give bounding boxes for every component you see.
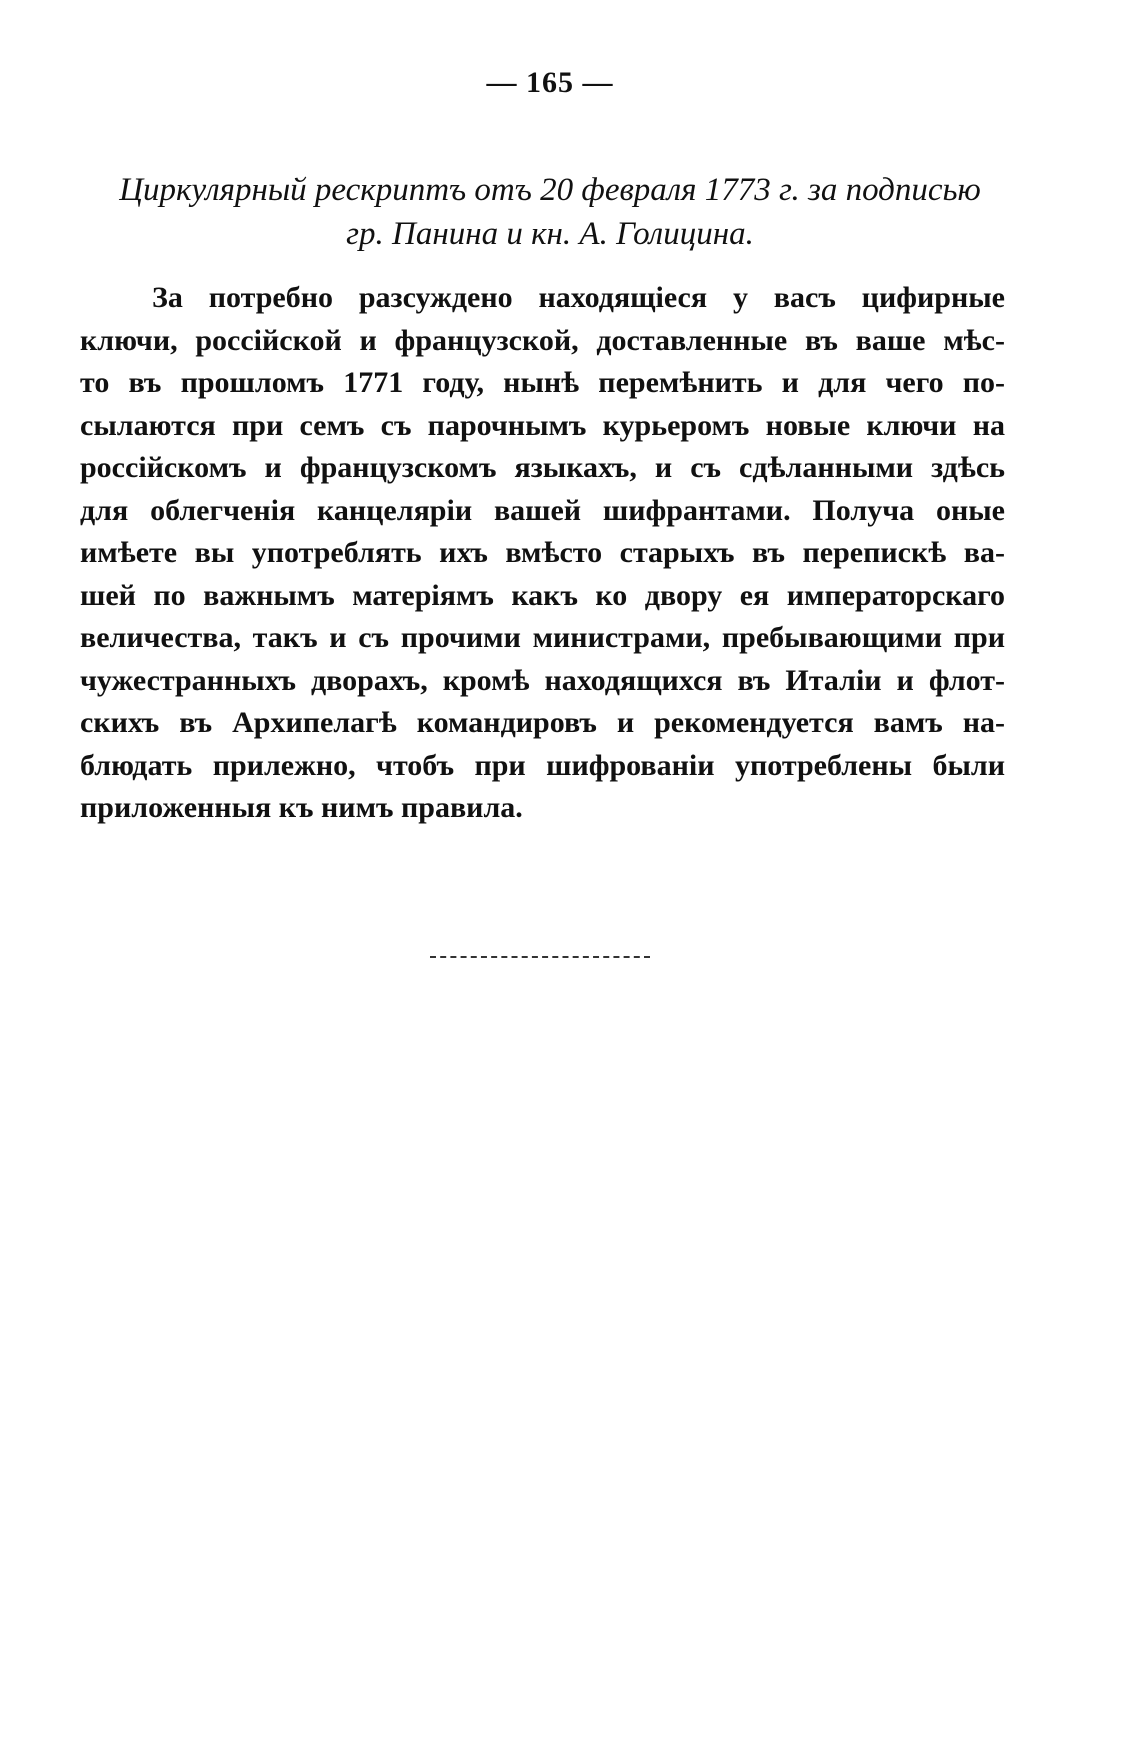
document-heading bbox=[80, 168, 1020, 256]
heading-line-1: Циркулярный рескриптъ отъ 20 февраля 1773 г. за подписью bbox=[119, 172, 981, 208]
body-line: для облегченія канцеляріи вашей шифрантами. Получа оные bbox=[80, 493, 1005, 527]
body-line: приложенныя къ нимъ правила. bbox=[80, 791, 523, 824]
section-divider bbox=[430, 956, 650, 958]
body-line: то въ прошломъ 1771 году, нынѣ перемѣнить и для чего по- bbox=[80, 366, 1005, 399]
body-line: блюдать прилежно, чтобъ при шифрованіи употреблены были bbox=[80, 748, 1005, 782]
body-line: чужестранныхъ дворахъ, кромѣ находящихся въ Италіи и флот- bbox=[80, 663, 1005, 697]
body-line: сылаются при семъ съ парочнымъ курьеромъ новые ключи на bbox=[80, 408, 1005, 442]
body-line: имѣете вы употреблять ихъ вмѣсто старыхъ въ перепискѣ ва- bbox=[80, 536, 1005, 569]
body-paragraph bbox=[80, 277, 1005, 830]
body-line: величества, такъ и съ прочими министрами, пребывающими при bbox=[80, 621, 1005, 654]
body-line: За потребно разсуждено находящіеся у васъ цифирные bbox=[152, 281, 1005, 314]
body-line: шей по важнымъ матеріямъ какъ ко двору ея императорскаго bbox=[80, 578, 1005, 612]
body-line: ключи, россійской и французской, доставленные въ ваше мѣс- bbox=[80, 323, 1005, 357]
body-line: скихъ въ Архипелагѣ командировъ и рекомендуется вамъ на- bbox=[80, 706, 1005, 739]
page-number: — 165 — bbox=[486, 66, 614, 99]
body-line: россійскомъ и французскомъ языкахъ, и съ сдѣланными здѣсь bbox=[80, 451, 1005, 484]
heading-line-2: гр. Панина и кн. А. Голицина. bbox=[346, 216, 754, 252]
